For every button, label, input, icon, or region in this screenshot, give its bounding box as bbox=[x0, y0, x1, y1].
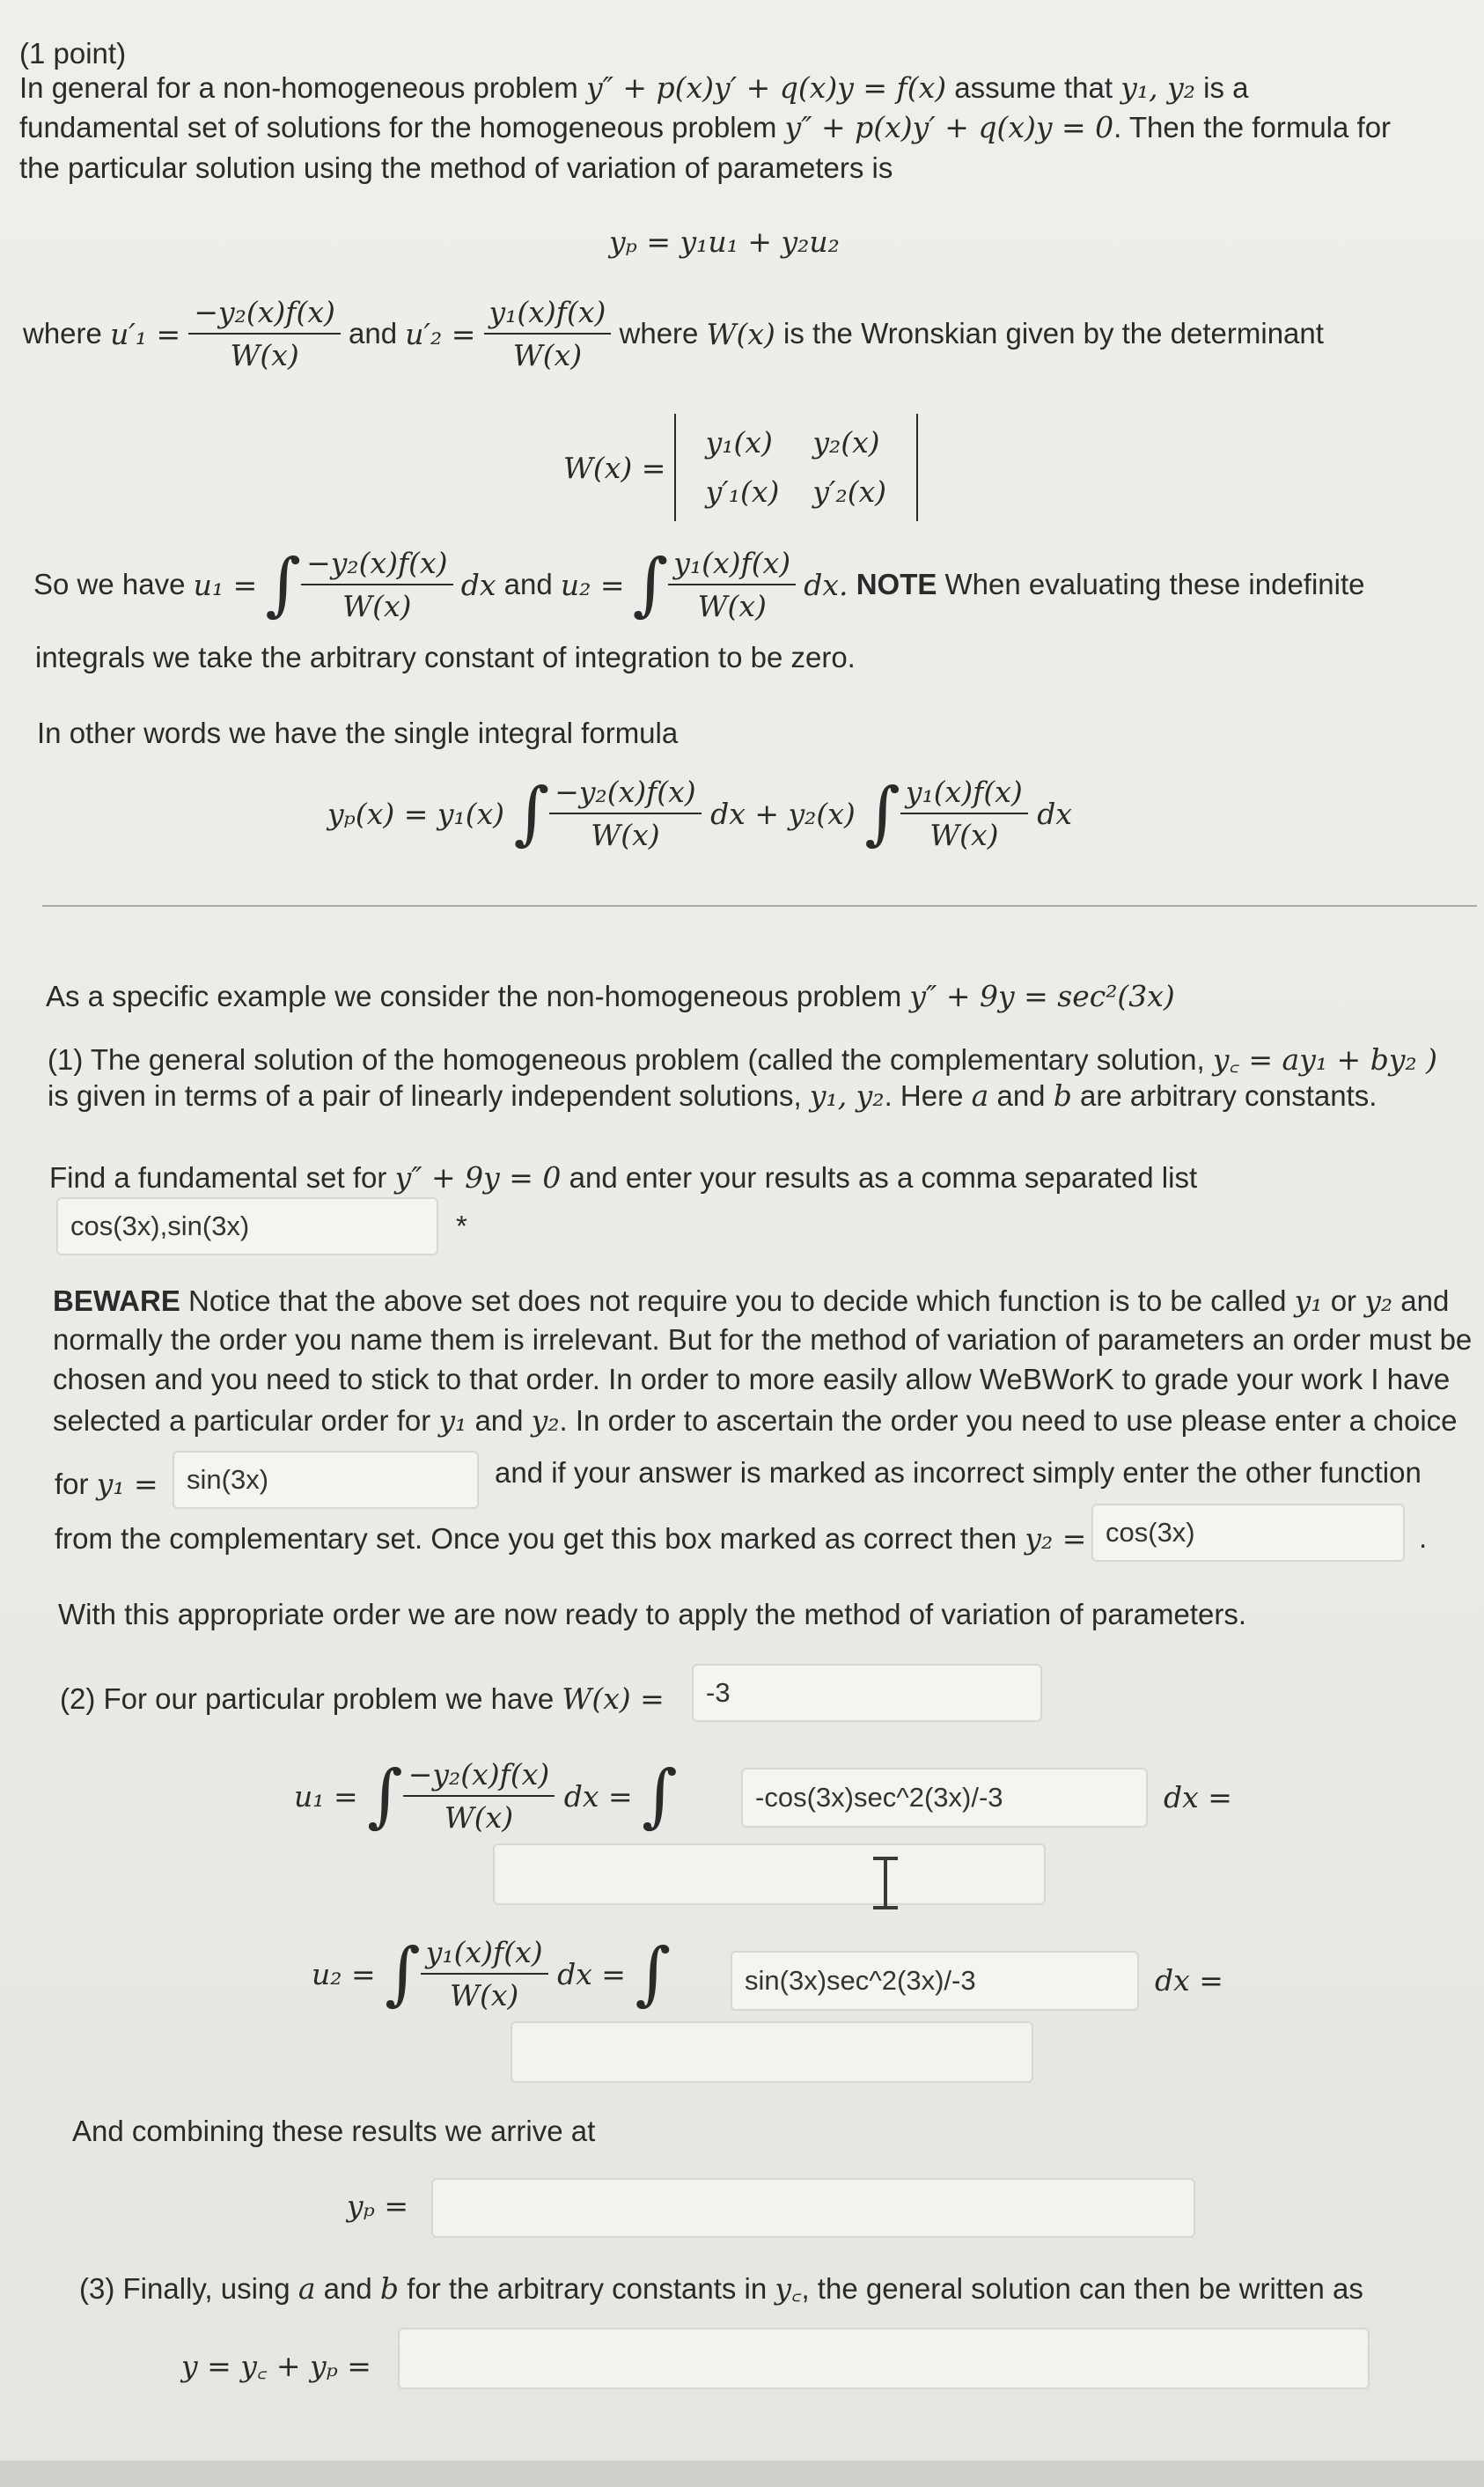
combining-text: And combining these results we arrive at bbox=[72, 2115, 596, 2147]
fraction-numerator: −y₂(x)f(x) bbox=[301, 546, 452, 585]
y2-symbol: y₂ bbox=[531, 1403, 560, 1438]
u1-integrand-input[interactable]: -cos(3x)sec^2(3x)/-3 bbox=[741, 1768, 1148, 1828]
beware-line-5b: and if your answer is marked as incorrect simply enter the other function bbox=[495, 1456, 1422, 1489]
part1-text: is given in terms of a pair of linearly independent solutions, bbox=[48, 1079, 802, 1112]
y2-choice-input[interactable]: cos(3x) bbox=[1091, 1504, 1405, 1562]
part3-text: for the arbitrary constants in bbox=[407, 2272, 768, 2305]
fraction-denominator: W(x) bbox=[450, 1978, 519, 2012]
integral-sign: ∫ bbox=[864, 774, 900, 853]
u2-prime-fraction bbox=[484, 295, 612, 372]
example-ode: y″ + 9y = sec²(3x) bbox=[909, 979, 1175, 1013]
u2-integral-row bbox=[312, 1935, 671, 2012]
find-text: and enter your results as a comma separated list bbox=[569, 1161, 1198, 1194]
u2-integrand-fraction bbox=[668, 546, 796, 623]
u1-prime-fraction bbox=[188, 295, 340, 372]
beware-text: . In order to ascertain the order you need to use please enter a choice bbox=[559, 1404, 1458, 1437]
fraction-denominator: W(x) bbox=[697, 589, 767, 623]
note-line-2: integrals we take the arbitrary constant of integration to be zero. bbox=[35, 641, 856, 673]
part1-text: . Here bbox=[884, 1079, 964, 1112]
u2-fraction bbox=[421, 1935, 548, 2012]
integrand-fraction-1 bbox=[549, 775, 701, 852]
dx-equals: dx = bbox=[1155, 1963, 1223, 1998]
ode-homogeneous: y″ + p(x)y′ + q(x)y = 0 bbox=[784, 110, 1114, 144]
yc-symbol: y꜀ bbox=[775, 2271, 802, 2306]
intro-line-2 bbox=[19, 110, 1391, 144]
and-text: and bbox=[996, 1079, 1046, 1112]
integral-sign: ∫ bbox=[642, 1756, 678, 1836]
dx-text: dx. bbox=[804, 567, 849, 602]
integral-sign: ∫ bbox=[385, 1934, 421, 2013]
u1-lhs: u₁ = bbox=[294, 1778, 358, 1814]
intro-text: . Then the formula for bbox=[1113, 111, 1392, 143]
fraction-denominator: W(x) bbox=[512, 338, 583, 372]
and-text: and bbox=[323, 2272, 372, 2305]
u2-lhs: u₂ = bbox=[560, 567, 625, 602]
u1-lhs: u₁ = bbox=[193, 567, 258, 602]
intro-text: is a bbox=[1203, 71, 1249, 104]
integrand-fraction-2 bbox=[900, 775, 1028, 852]
so-we-have-line bbox=[33, 546, 1365, 623]
wronskian-equals: W(x) = bbox=[562, 1681, 665, 1716]
note-text: When evaluating these indefinite bbox=[944, 568, 1365, 600]
beware-line-5a bbox=[55, 1467, 158, 1501]
intro-line-3: the particular solution using the method of variation of parameters is bbox=[19, 151, 893, 184]
fraction-numerator: y₁(x)f(x) bbox=[421, 1935, 548, 1975]
single-integral-formula bbox=[327, 775, 1072, 852]
for-text: for bbox=[55, 1468, 89, 1500]
u2-lhs: u₂ = bbox=[312, 1956, 376, 1991]
det-cell: y′₂(x) bbox=[812, 475, 887, 509]
integral-sign: ∫ bbox=[367, 1756, 403, 1836]
and-text: and bbox=[1400, 1284, 1450, 1317]
and-text: and bbox=[349, 317, 398, 350]
where-text: is the Wronskian given by the determinant bbox=[783, 317, 1324, 350]
part1-line-2 bbox=[48, 1078, 1377, 1113]
required-star: * bbox=[456, 1210, 467, 1242]
fraction-numerator: −y₂(x)f(x) bbox=[549, 775, 701, 814]
u1-integral-row bbox=[294, 1757, 678, 1835]
beware-text: Notice that the above set does not require you to decide which function is to be called bbox=[188, 1284, 1287, 1317]
fraction-numerator: y₁(x)f(x) bbox=[484, 295, 612, 335]
part2-line bbox=[60, 1681, 665, 1716]
part3-text: , the general solution can then be written as bbox=[801, 2272, 1363, 2305]
dx-equals: dx = bbox=[557, 1956, 626, 1991]
y1-equals: y₁ = bbox=[96, 1467, 158, 1501]
beware-line-6 bbox=[55, 1521, 1086, 1556]
det-cell: y₂(x) bbox=[812, 425, 880, 460]
text-cursor-icon bbox=[870, 1856, 901, 1910]
y1-choice-input[interactable]: sin(3x) bbox=[173, 1451, 479, 1509]
u1-fraction bbox=[403, 1757, 555, 1835]
beware-label: BEWARE bbox=[53, 1284, 180, 1317]
where-line bbox=[23, 295, 1324, 372]
find-fundamental-set-line bbox=[49, 1160, 1197, 1195]
fraction-denominator: W(x) bbox=[591, 818, 660, 852]
constant-a: a bbox=[298, 2271, 316, 2306]
integral-sign: ∫ bbox=[632, 545, 669, 624]
beware-line-4 bbox=[53, 1403, 1458, 1438]
find-text: Find a fundamental set for bbox=[49, 1161, 387, 1194]
part3-line bbox=[79, 2268, 1363, 2307]
u2-prime-lhs: u′₂ = bbox=[405, 316, 476, 351]
fraction-numerator: −y₂(x)f(x) bbox=[188, 295, 340, 335]
yp-input[interactable] bbox=[431, 2178, 1195, 2238]
general-solution-input[interactable] bbox=[398, 2328, 1370, 2389]
y1-y2-symbol: y₁, y₂ bbox=[1120, 70, 1195, 105]
ready-line: With this appropriate order we are now ready to apply the method of variation of parameters. bbox=[58, 1598, 1247, 1630]
intro-text: In general for a non-homogeneous problem bbox=[19, 71, 578, 104]
points-label: (1 point) bbox=[19, 37, 127, 70]
yp-lhs: yₚ(x) = y₁(x) bbox=[327, 796, 505, 831]
part1-text: are arbitrary constants. bbox=[1080, 1079, 1377, 1112]
beware-text: from the complementary set. Once you get this box marked as correct then bbox=[55, 1522, 1017, 1555]
dx-equals: dx = bbox=[1164, 1780, 1232, 1814]
intro-line-1 bbox=[19, 70, 1249, 105]
y1-symbol: y₁ bbox=[1294, 1284, 1323, 1318]
part1-text: (1) The general solution of the homogeneous problem (called the complementary solution, bbox=[48, 1043, 1205, 1076]
note-label: NOTE bbox=[856, 568, 937, 600]
example-text: As a specific example we consider the non-homogeneous problem bbox=[46, 980, 902, 1012]
fraction-numerator: −y₂(x)f(x) bbox=[403, 1757, 555, 1797]
dx-text: dx bbox=[460, 567, 496, 602]
u1-integrand-fraction bbox=[301, 546, 452, 623]
yp-lhs: yₚ = bbox=[347, 2189, 408, 2223]
wronskian-determinant bbox=[674, 414, 918, 521]
part1-line-1 bbox=[48, 1039, 1437, 1078]
and-text: and bbox=[474, 1404, 524, 1437]
complementary-solution-eq: y꜀ = ay₁ + by₂ ) bbox=[1212, 1042, 1438, 1077]
part3-text: (3) Finally, using bbox=[79, 2272, 290, 2305]
general-solution-lhs: y = y꜀ + yₚ = bbox=[181, 2349, 371, 2383]
constant-a: a bbox=[971, 1078, 989, 1113]
or-text: or bbox=[1330, 1284, 1357, 1317]
y1-y2-symbol: y₁, y₂ bbox=[809, 1078, 885, 1113]
dx-plus-y2: dx + y₂(x) bbox=[710, 796, 856, 831]
beware-line-3: chosen and you need to stick to that order. In order to more easily allow WeBWorK to grade your work I have bbox=[53, 1363, 1451, 1395]
u2-integrand-input[interactable]: sin(3x)sec^2(3x)/-3 bbox=[731, 1951, 1139, 2011]
single-formula-text: In other words we have the single integral formula bbox=[37, 717, 679, 749]
ode-general: y″ + p(x)y′ + q(x)y = f(x) bbox=[585, 70, 947, 105]
fraction-numerator: y₁(x)f(x) bbox=[668, 546, 796, 585]
y2-equals: y₂ = bbox=[1025, 1521, 1087, 1556]
fraction-denominator: W(x) bbox=[230, 338, 299, 372]
integral-sign: ∫ bbox=[265, 545, 302, 624]
fraction-denominator: W(x) bbox=[929, 818, 999, 852]
integral-sign: ∫ bbox=[635, 1934, 672, 2013]
dx-text: dx bbox=[1037, 796, 1072, 831]
homogeneous-ode: y″ + 9y = 0 bbox=[394, 1160, 562, 1195]
integral-sign: ∫ bbox=[513, 774, 550, 853]
so-we-have-text: So we have bbox=[33, 568, 186, 600]
beware-line-1 bbox=[53, 1284, 1449, 1318]
wronskian-definition bbox=[563, 414, 918, 521]
wronskian-lhs: W(x) = bbox=[563, 450, 666, 485]
fundamental-set-input[interactable]: cos(3x),sin(3x) bbox=[56, 1197, 438, 1255]
beware-line-2: normally the order you name them is irrelevant. But for the method of variation of parameters an order must be bbox=[53, 1323, 1473, 1356]
constant-b: b bbox=[1053, 1078, 1072, 1113]
example-line bbox=[46, 979, 1175, 1013]
det-cell: y₁(x) bbox=[705, 425, 773, 460]
dx-equals: dx = bbox=[563, 1778, 633, 1814]
bottom-edge bbox=[0, 2461, 1484, 2487]
beware-text: selected a particular order for bbox=[53, 1404, 431, 1437]
det-cell: y′₁(x) bbox=[705, 475, 780, 509]
u1-result-input[interactable] bbox=[493, 1843, 1046, 1905]
y1-symbol: y₁ bbox=[438, 1403, 467, 1438]
section-divider bbox=[42, 905, 1477, 907]
u2-result-input[interactable] bbox=[511, 2021, 1033, 2083]
and-text: and bbox=[503, 568, 553, 600]
u1-prime-lhs: u′₁ = bbox=[110, 316, 181, 351]
yp-formula: yₚ = y₁u₁ + y₂u₂ bbox=[609, 224, 840, 259]
fraction-denominator: W(x) bbox=[342, 589, 412, 623]
wronskian-input[interactable]: -3 bbox=[692, 1664, 1042, 1722]
where-text: where bbox=[23, 317, 102, 350]
wronskian-symbol: W(x) bbox=[706, 316, 775, 351]
where-text: where bbox=[619, 317, 699, 350]
intro-text: fundamental set of solutions for the homogeneous problem bbox=[19, 111, 777, 143]
fraction-numerator: y₁(x)f(x) bbox=[900, 775, 1028, 814]
part2-text: (2) For our particular problem we have bbox=[60, 1682, 555, 1715]
constant-b: b bbox=[379, 2271, 400, 2306]
period: . bbox=[1419, 1521, 1428, 1554]
fraction-denominator: W(x) bbox=[444, 1800, 514, 1835]
intro-text: assume that bbox=[954, 71, 1113, 104]
y2-symbol: y₂ bbox=[1364, 1284, 1393, 1318]
